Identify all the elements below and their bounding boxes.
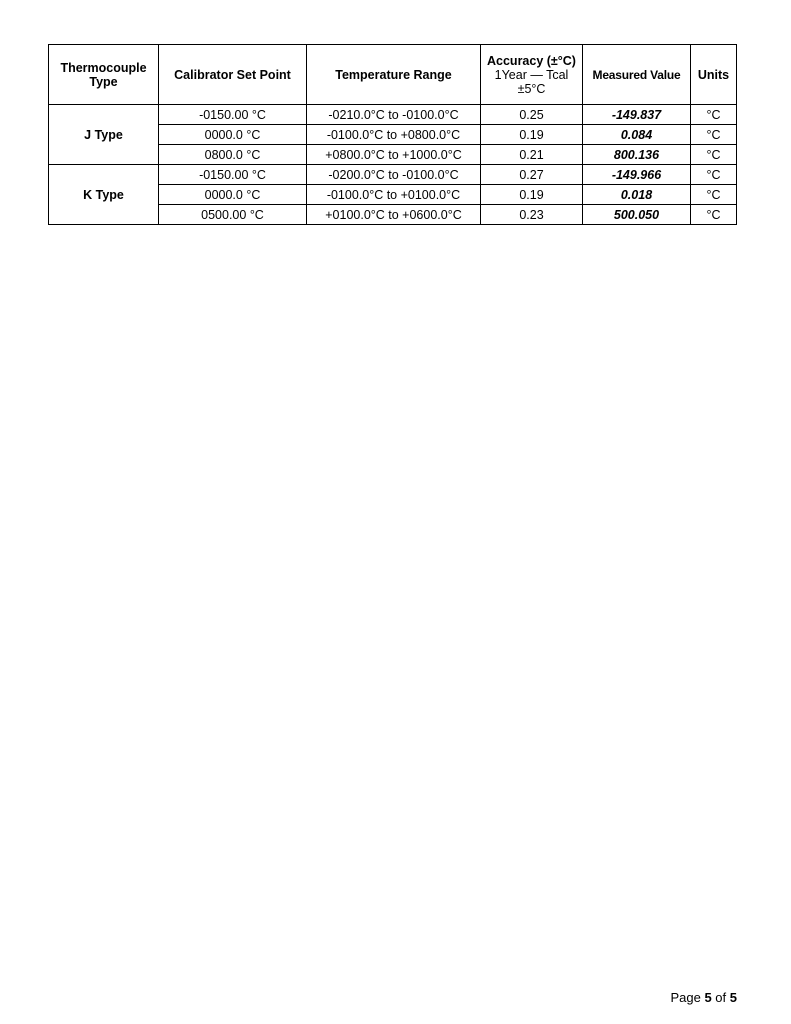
header-thermocouple-type: Thermocouple Type [49, 45, 159, 105]
header-measured-value: Measured Value [583, 45, 691, 105]
header-accuracy [481, 45, 583, 105]
measured-cell: -149.837 [583, 105, 691, 125]
accuracy-cell: 0.19 [481, 185, 583, 205]
header-units: Units [691, 45, 737, 105]
units-cell: °C [691, 105, 737, 125]
range-cell: +0800.0°C to +1000.0°C [307, 145, 481, 165]
measured-cell: 800.136 [583, 145, 691, 165]
measured-cell: -149.966 [583, 165, 691, 185]
setpoint-cell: -0150.00 °C [159, 105, 307, 125]
setpoint-cell: -0150.00 °C [159, 165, 307, 185]
header-temperature-range: Temperature Range [307, 45, 481, 105]
table-header-row [49, 45, 737, 105]
setpoint-cell: 0000.0 °C [159, 185, 307, 205]
header-accuracy-main: Accuracy (±°C) [487, 53, 576, 68]
accuracy-cell: 0.21 [481, 145, 583, 165]
type-cell-j: J Type [49, 105, 159, 165]
header-calibrator-set-point: Calibrator Set Point [159, 45, 307, 105]
setpoint-cell: 0800.0 °C [159, 145, 307, 165]
accuracy-cell: 0.23 [481, 205, 583, 225]
accuracy-cell: 0.27 [481, 165, 583, 185]
range-cell: -0100.0°C to +0800.0°C [307, 125, 481, 145]
range-cell: -0210.0°C to -0100.0°C [307, 105, 481, 125]
page-current: 5 [704, 990, 712, 1005]
units-cell: °C [691, 125, 737, 145]
accuracy-cell: 0.19 [481, 125, 583, 145]
measured-cell: 0.018 [583, 185, 691, 205]
accuracy-cell: 0.25 [481, 105, 583, 125]
type-cell-k: K Type [49, 165, 159, 225]
measured-cell: 0.084 [583, 125, 691, 145]
page-of: of [715, 990, 727, 1005]
setpoint-cell: 0500.00 °C [159, 205, 307, 225]
page-total: 5 [729, 990, 737, 1005]
measured-cell: 500.050 [583, 205, 691, 225]
setpoint-cell: 0000.0 °C [159, 125, 307, 145]
page-number [670, 990, 737, 1005]
header-accuracy-sub: 1Year — Tcal ±5°C [494, 67, 569, 96]
calibration-table [48, 44, 737, 225]
range-cell: -0100.0°C to +0100.0°C [307, 185, 481, 205]
units-cell: °C [691, 165, 737, 185]
page-label: Page [670, 990, 701, 1005]
range-cell: -0200.0°C to -0100.0°C [307, 165, 481, 185]
units-cell: °C [691, 185, 737, 205]
units-cell: °C [691, 145, 737, 165]
units-cell: °C [691, 205, 737, 225]
range-cell: +0100.0°C to +0600.0°C [307, 205, 481, 225]
table-row [49, 165, 737, 185]
table-row [49, 105, 737, 125]
